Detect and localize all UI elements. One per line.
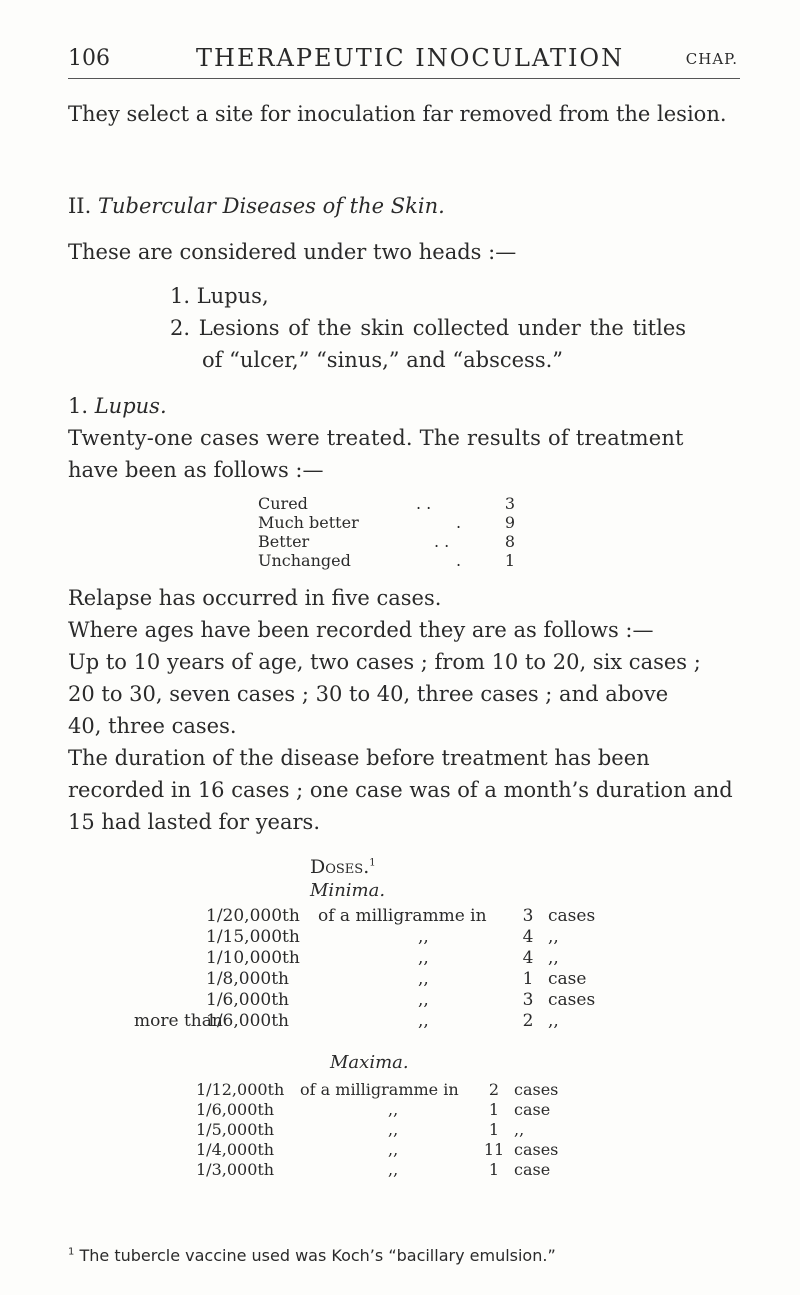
table-row: more than 1/6,000th ,, 2 ,,	[134, 1011, 559, 1031]
table-row: 1/3,000th ,, 1 case	[196, 1160, 551, 1179]
paragraph-6-line-3: 15 had lasted for years.	[68, 810, 320, 834]
sub-heading-text: Lupus.	[94, 394, 167, 418]
paragraph-6-line-1: The duration of the disease before treatment has been	[68, 746, 650, 770]
list-item: 1. Lupus,	[170, 284, 269, 308]
paragraph-1: They select a site for inoculation far removed from the lesion.	[68, 102, 727, 126]
paragraph-3-line-1: Twenty-one cases were treated. The results of treatment	[68, 426, 684, 450]
table-row: 1/12,000th of a milligramme in 2 cases	[196, 1080, 559, 1099]
chapter-label: CHAP.	[685, 50, 738, 68]
section-heading-number: II.	[68, 194, 92, 218]
paragraph-5-line-1: Where ages have been recorded they are as follows :—	[68, 618, 654, 642]
table-row: Better . . 8	[258, 532, 516, 551]
results-table	[258, 494, 538, 570]
table-row: 1/6,000th ,, 3 cases	[206, 990, 596, 1010]
doses-title: Doses.$^1$	[310, 856, 376, 878]
table-row: 1/5,000th ,, 1 ,,	[196, 1120, 525, 1139]
table-row: 1/4,000th ,, 11 cases	[196, 1140, 559, 1159]
table-row: 1/10,000th ,, 4 ,,	[206, 948, 559, 968]
table-row: 1/20,000th of a milligramme in 3 cases	[206, 906, 596, 926]
paragraph-2: These are considered under two heads :—	[68, 240, 517, 264]
paragraph-5-line-4: 40, three cases.	[68, 714, 237, 738]
sub-heading	[68, 390, 740, 422]
footnote-number: 1	[68, 1246, 75, 1258]
minima-table	[68, 906, 740, 1032]
list-item: 2. Lesions of the skin collected under the titles	[170, 316, 687, 340]
footnote-mark: 1	[369, 857, 376, 869]
page-number: 106	[68, 46, 110, 71]
book-page	[68, 0, 740, 1295]
paragraph-6-line-2: recorded in 16 cases ; one case was of a month’s duration and	[68, 778, 733, 802]
table-row: Unchanged . 1	[258, 551, 516, 570]
paragraph-5-line-3: 20 to 30, seven cases ; 30 to 40, three cases ; and above	[68, 682, 669, 706]
running-title: THERAPEUTIC INOCULATION	[196, 44, 625, 72]
footnote	[68, 1246, 556, 1265]
paragraph-4: Relapse has occurred in five cases.	[68, 586, 442, 610]
header-rule	[68, 78, 740, 79]
section-heading-text: Tubercular Diseases of the Skin.	[97, 194, 445, 218]
table-row: 1/8,000th ,, 1 case	[206, 969, 587, 989]
table-row: 1/6,000th ,, 1 case	[196, 1100, 551, 1119]
table-row: Much better . 9	[258, 513, 516, 532]
table-row: Cured . . 3	[258, 494, 516, 513]
running-header	[68, 44, 740, 78]
sub-heading-number: 1.	[68, 394, 89, 418]
paragraph-5-line-2: Up to 10 years of age, two cases ; from 10 to 20, six cases ;	[68, 650, 701, 674]
list-item: of “ulcer,” “sinus,” and “abscess.”	[202, 348, 564, 372]
minima-caption: Minima.	[310, 880, 386, 901]
section-heading	[68, 190, 740, 222]
maxima-caption: Maxima.	[330, 1052, 409, 1073]
paragraph-3-line-2: have been as follows :—	[68, 458, 324, 482]
table-row: 1/15,000th ,, 4 ,,	[206, 927, 559, 947]
footnote-text: The tubercle vaccine used was Koch’s “bacillary emulsion.”	[79, 1246, 556, 1265]
maxima-table	[68, 1080, 740, 1180]
